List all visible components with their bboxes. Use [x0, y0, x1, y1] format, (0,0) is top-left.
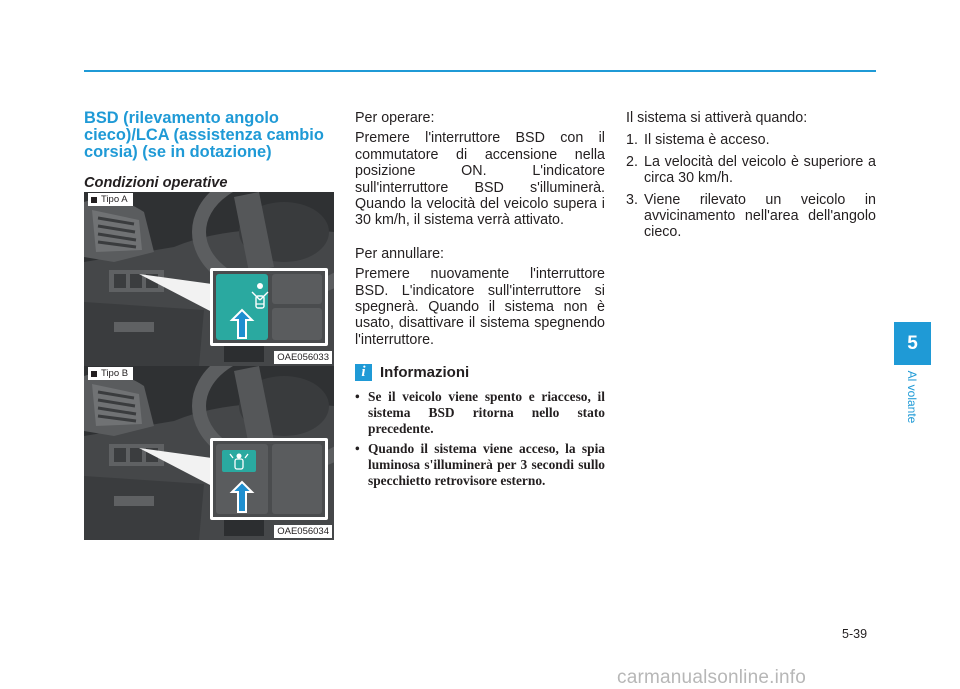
middle-column	[355, 110, 605, 494]
info-title: Informazioni	[380, 363, 470, 381]
section-subtitle: Condizioni operative	[84, 175, 228, 191]
page-number: 5-39	[842, 627, 868, 641]
step-text: La velocità del veicolo è superiore a circa 30 km/h.	[644, 153, 876, 187]
left-column	[84, 110, 334, 192]
figure-tag-b	[88, 367, 133, 380]
info-note: • Se il veicolo viene spento e riacceso, il sistema BSD ritorna nello stato precedente.	[355, 389, 605, 436]
activation-step	[626, 154, 876, 187]
section-title: BSD (rilevamento angolo cieco)/LCA (assistenza cambio corsia) (se in dotazione)	[84, 109, 324, 161]
figure-code-a: OAE056033	[274, 351, 332, 364]
activation-heading: Il sistema si attiverà quando:	[626, 110, 808, 126]
chapter-tab: 5	[894, 322, 931, 365]
square-bullet-icon	[91, 371, 97, 377]
info-notes	[355, 389, 605, 488]
step-text: Il sistema è acceso.	[644, 132, 770, 149]
figure-code-b: OAE056034	[274, 525, 332, 538]
info-note: • Quando il sistema viene acceso, la spia luminosa s'illuminerà per 3 secondi sullo specchietto retrovisore esterno.	[355, 441, 605, 488]
info-header	[355, 364, 605, 381]
operate-text: Premere l'interruttore BSD con il commutatore di accensione nella posizione ON. L'indicatore sull'interruttore BSD s'illuminerà. Quando la velocità del veicolo supera i 30 km/h, il sistema verrà attivato.	[355, 130, 605, 229]
figure-tag-label: Tipo B	[101, 368, 129, 379]
step-number: 1.	[626, 132, 638, 149]
watermark: carmanualsonline.info	[617, 667, 807, 688]
activation-step	[626, 192, 876, 241]
figure-tag-label: Tipo A	[101, 194, 128, 205]
top-rule	[84, 70, 876, 72]
step-text: Viene rilevato un veicolo in avvicinamento nell'area dell'angolo cieco.	[644, 191, 876, 241]
figure-tag-a	[88, 193, 133, 206]
right-column	[626, 110, 876, 246]
dashboard-illustration-a	[84, 192, 334, 366]
figure-type-b	[84, 366, 334, 540]
step-number: 2.	[626, 153, 638, 170]
dashboard-illustration-b	[84, 366, 334, 540]
activation-step	[626, 132, 876, 148]
cancel-heading: Per annullare:	[355, 245, 445, 262]
operate-heading: Per operare:	[355, 110, 435, 126]
square-bullet-icon	[91, 197, 97, 203]
figure-type-a	[84, 192, 334, 366]
activation-steps	[626, 132, 876, 240]
step-number: 3.	[626, 191, 638, 208]
chapter-name: Al volante	[905, 370, 919, 424]
info-icon: i	[355, 364, 372, 381]
cancel-text: Premere nuovamente l'interruttore BSD. L'indicatore sull'interruttore si spegnerà. Quando il sistema non è usato, disattivare il sistema spegnendo l'interruttore.	[355, 266, 605, 348]
